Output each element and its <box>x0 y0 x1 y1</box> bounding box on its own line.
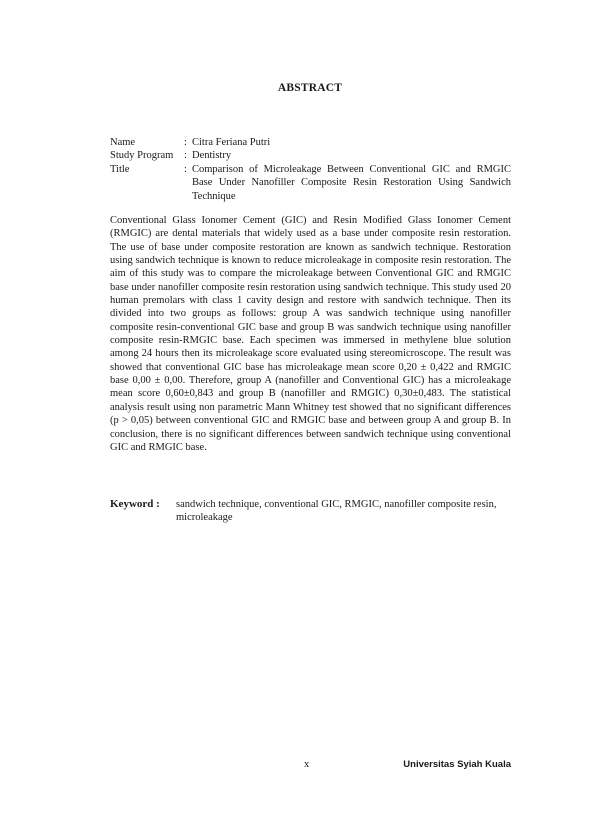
program-label: Study Program <box>110 150 174 162</box>
colon: : <box>184 150 187 162</box>
meta-row-title <box>110 163 511 203</box>
page-number: x <box>304 759 310 770</box>
keywords-block <box>110 498 511 525</box>
title-value: Comparison of Microleakage Between Conventional GIC and RMGIC Base Under Nanofiller Composite Resin Restoration Using Sandwich Technique <box>192 163 511 202</box>
abstract-paragraph: Conventional Glass Ionomer Cement (GIC) and Resin Modified Glass Ionomer Cement (RMGIC) are dental materials that widely used as a base under composite resin restoration. The use of base under composite restoration are known as sandwich technique. Restoration using sandwich technique is known to reduce microleakage in composite resin restoration. The aim of this study was to compare the microleakage between Conventional GIC and RMGIC base under nanofiller composite resin restoration using sandwich technique. This study used 20 human premolars with class 1 cavity design and restore with sandwich technique. Then its divided into two groups as follows: group A was sandwich technique using nanofiller composite resin-conventional GIC base and group B was sandwich technique using nanofiller composite resin-RMGIC base. Each specimen was immersed in methylene blue solution among 24 hours then its microleakage score evaluated using stereomicroscope. The result was showed that conventional GIC base has microleakage mean score 0,20 ± 0,422 and RMGIC base 0,00 ± 0,00. Therefore, group A (nanofiller and Conventional GIC) has a microleakage mean score 0,60±0,843 and group B (nanofiller and RMGIC) 0,30±0,483. The statistical analysis result using non parametric Mann Whitney test showed that no significant differences (p > 0,05) between conventional GIC and RMGIC base and between group A and group B. In conclusion, there is no significant differences between sandwich technique using conventional GIC and RMGIC base. <box>110 215 511 453</box>
keywords-value: sandwich technique, conventional GIC, RMGIC, nanofiller composite resin, microleakage <box>176 499 497 524</box>
name-label: Name <box>110 137 136 148</box>
colon: : <box>184 163 187 175</box>
keywords-label: Keyword : <box>110 498 160 510</box>
title-label: Title <box>110 163 130 175</box>
program-value: Dentistry <box>192 150 232 162</box>
page-title: ABSTRACT <box>277 82 343 94</box>
meta-row-name <box>110 136 511 149</box>
meta-row-program <box>110 149 511 162</box>
institution-footer: Universitas Syiah Kuala <box>403 759 511 770</box>
metadata-block <box>110 136 511 203</box>
colon: : <box>184 137 187 148</box>
name-value: Citra Feriana Putri <box>192 137 271 148</box>
